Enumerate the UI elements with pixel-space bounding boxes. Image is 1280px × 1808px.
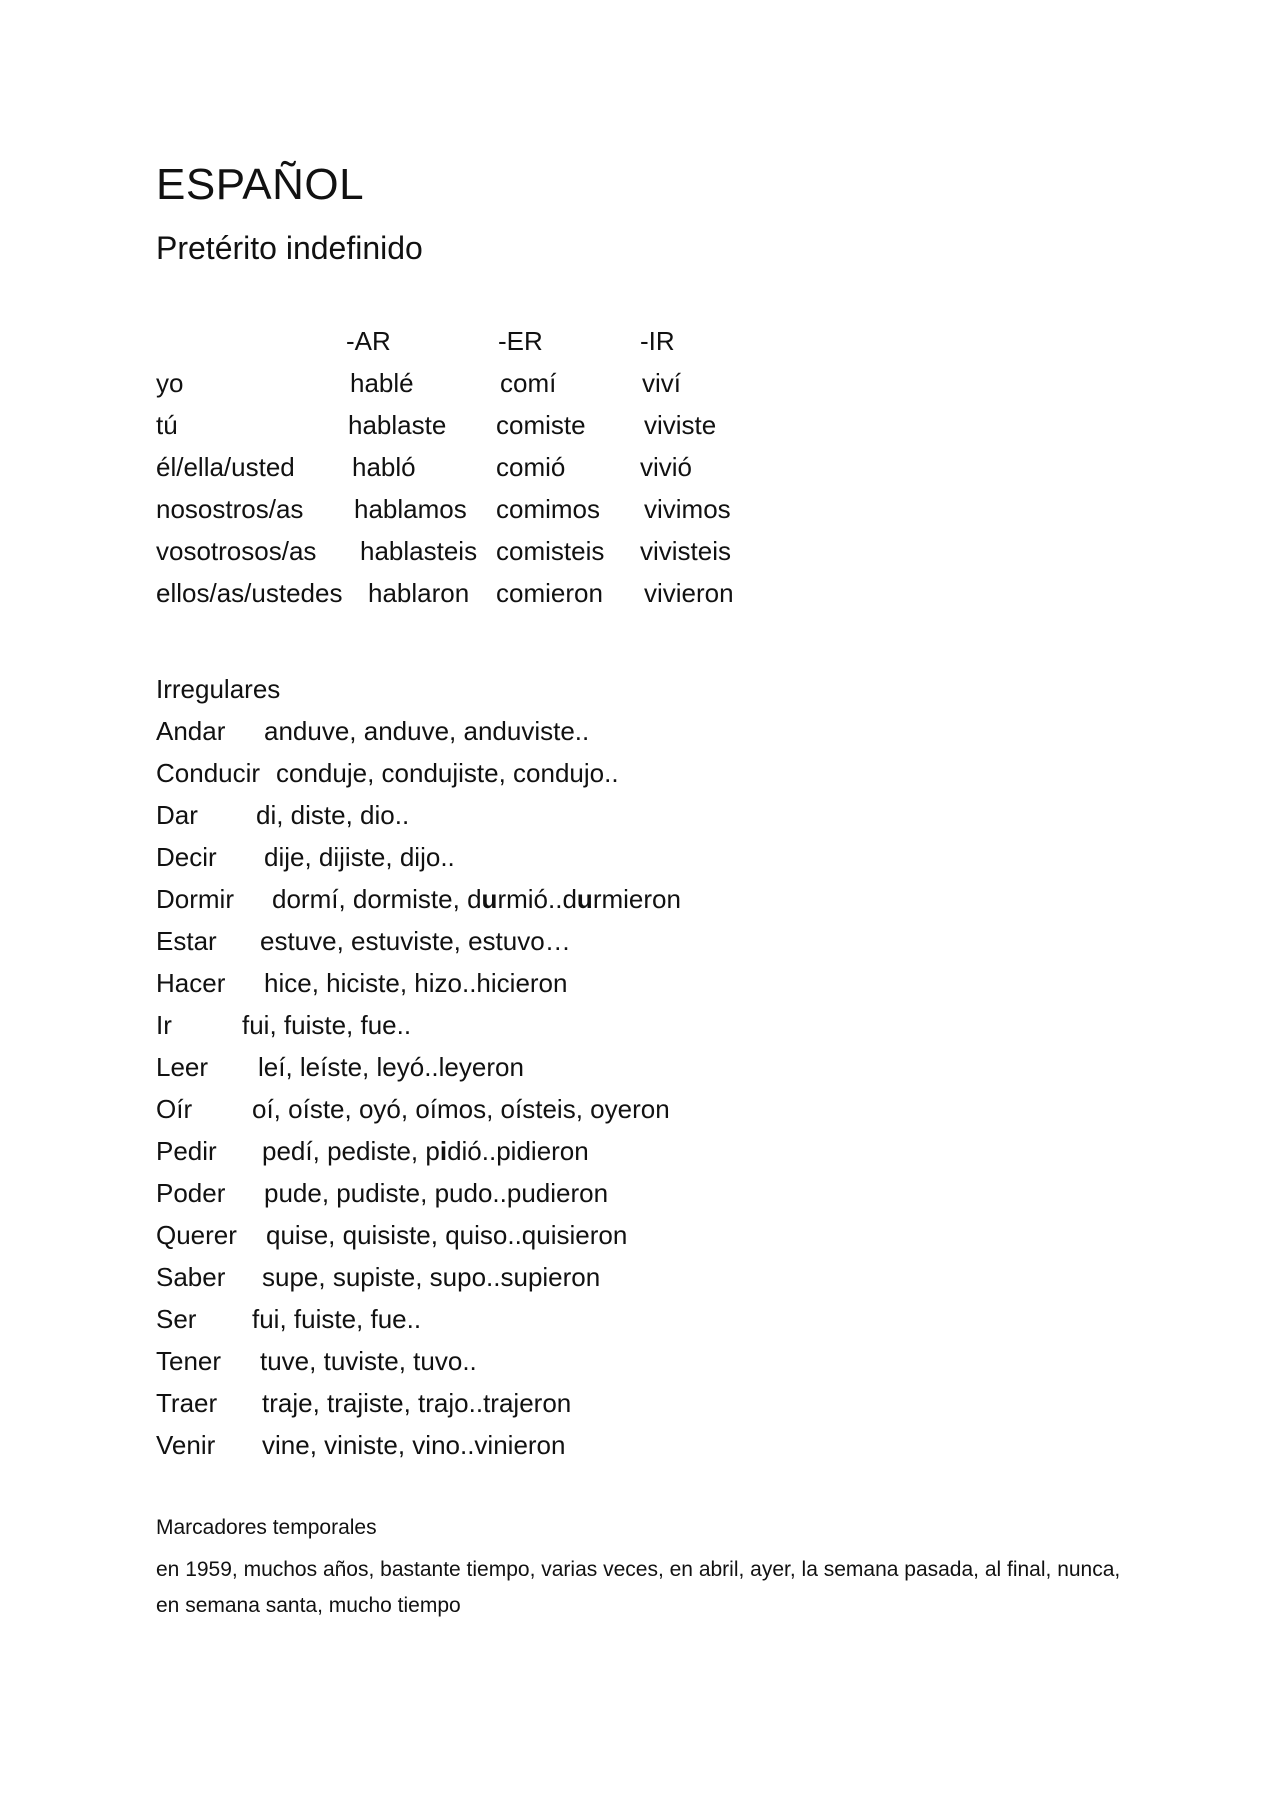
verb-forms: quise, quisiste, quiso..quisieron: [266, 1220, 628, 1250]
conjugation-cell-ir: vivió: [640, 452, 693, 482]
verb-forms: dije, dijiste, dijo..: [264, 842, 455, 872]
verb-forms: supe, supiste, supo..supieron: [262, 1262, 601, 1292]
verb-name: Traer: [156, 1388, 218, 1418]
conjugation-cell-ar: hablamos: [354, 494, 467, 524]
verb-name: Pedir: [156, 1136, 217, 1166]
verb-name: Oír: [156, 1094, 193, 1124]
verb-name: Venir: [156, 1430, 216, 1460]
verb-name: Conducir: [156, 758, 261, 788]
verb-forms: fui, fuiste, fue..: [242, 1010, 412, 1040]
conjugation-cell-er: comieron: [496, 578, 603, 608]
conjugation-cell-ir: viviste: [644, 410, 717, 440]
pronoun-cell: nosostros/as: [156, 494, 304, 524]
verb-name: Saber: [156, 1262, 226, 1292]
verb-name: Tener: [156, 1346, 222, 1376]
verb-name: Estar: [156, 926, 217, 956]
verb-forms: estuve, estuviste, estuvo…: [260, 926, 571, 956]
verb-name: Dar: [156, 800, 198, 830]
verb-forms: di, diste, dio..: [256, 800, 410, 830]
verb-name: Dormir: [156, 884, 234, 914]
conjugation-cell-ar: hablé: [350, 368, 414, 398]
markers-text: en 1959, muchos años, bastante tiempo, varias veces, en abril, ayer, la semana pasada, al final, nunca, en semana santa, mucho tiempo: [156, 1558, 1121, 1617]
conjugation-cell-ir: viví: [642, 368, 681, 398]
verb-name: Andar: [156, 716, 226, 746]
pronoun-cell: él/ella/usted: [156, 452, 295, 482]
verb-forms: conduje, condujiste, condujo..: [276, 758, 619, 788]
conjugation-cell-ir: vivimos: [644, 494, 731, 524]
document-title: ESPAÑOL: [156, 160, 365, 209]
pronoun-cell: ellos/as/ustedes: [156, 578, 343, 608]
header-ar: -AR: [346, 326, 391, 356]
verb-forms: hice, hiciste, hizo..hicieron: [264, 968, 568, 998]
verb-forms: fui, fuiste, fue..: [252, 1304, 422, 1334]
document-subtitle: Pretérito indefinido: [156, 230, 423, 266]
conjugation-cell-ar: hablasteis: [360, 536, 478, 566]
verb-forms: anduve, anduve, anduviste..: [264, 716, 590, 746]
conjugation-cell-er: comí: [500, 368, 557, 398]
pronoun-cell: tú: [156, 410, 178, 440]
verb-name: Ser: [156, 1304, 197, 1334]
irregulars-heading: Irregulares: [156, 674, 281, 704]
conjugation-cell-ar: habló: [352, 452, 416, 482]
verb-name: Ir: [156, 1010, 172, 1040]
verb-forms: traje, trajiste, trajo..trajeron: [262, 1388, 572, 1418]
verb-name: Hacer: [156, 968, 226, 998]
verb-forms: pude, pudiste, pudo..pudieron: [264, 1178, 609, 1208]
verb-forms: tuve, tuviste, tuvo..: [260, 1346, 477, 1376]
verb-forms: vine, viniste, vino..vinieron: [262, 1430, 566, 1460]
pronoun-cell: vosotrosos/as: [156, 536, 317, 566]
conjugation-cell-ar: hablaste: [348, 410, 447, 440]
verb-forms: leí, leíste, leyó..leyeron: [258, 1052, 524, 1082]
conjugation-cell-er: comiste: [496, 410, 586, 440]
header-ir: -IR: [640, 326, 675, 356]
verb-name: Leer: [156, 1052, 209, 1082]
conjugation-cell-ir: vivisteis: [640, 536, 732, 566]
verb-name: Decir: [156, 842, 217, 872]
conjugation-cell-er: comimos: [496, 494, 601, 524]
verb-forms: pedí, pediste, pidió..pidieron: [262, 1136, 589, 1166]
pronoun-cell: yo: [156, 368, 184, 398]
conjugation-cell-er: comisteis: [496, 536, 605, 566]
conjugation-cell-ar: hablaron: [368, 578, 470, 608]
verb-forms: dormí, dormiste, durmió..durmieron: [272, 884, 681, 914]
conjugation-cell-ir: vivieron: [644, 578, 734, 608]
markers-heading: Marcadores temporales: [156, 1516, 377, 1539]
verb-forms: oí, oíste, oyó, oímos, oísteis, oyeron: [252, 1094, 670, 1124]
verb-name: Querer: [156, 1220, 237, 1250]
conjugation-cell-er: comió: [496, 452, 566, 482]
verb-name: Poder: [156, 1178, 226, 1208]
header-er: -ER: [498, 326, 543, 356]
